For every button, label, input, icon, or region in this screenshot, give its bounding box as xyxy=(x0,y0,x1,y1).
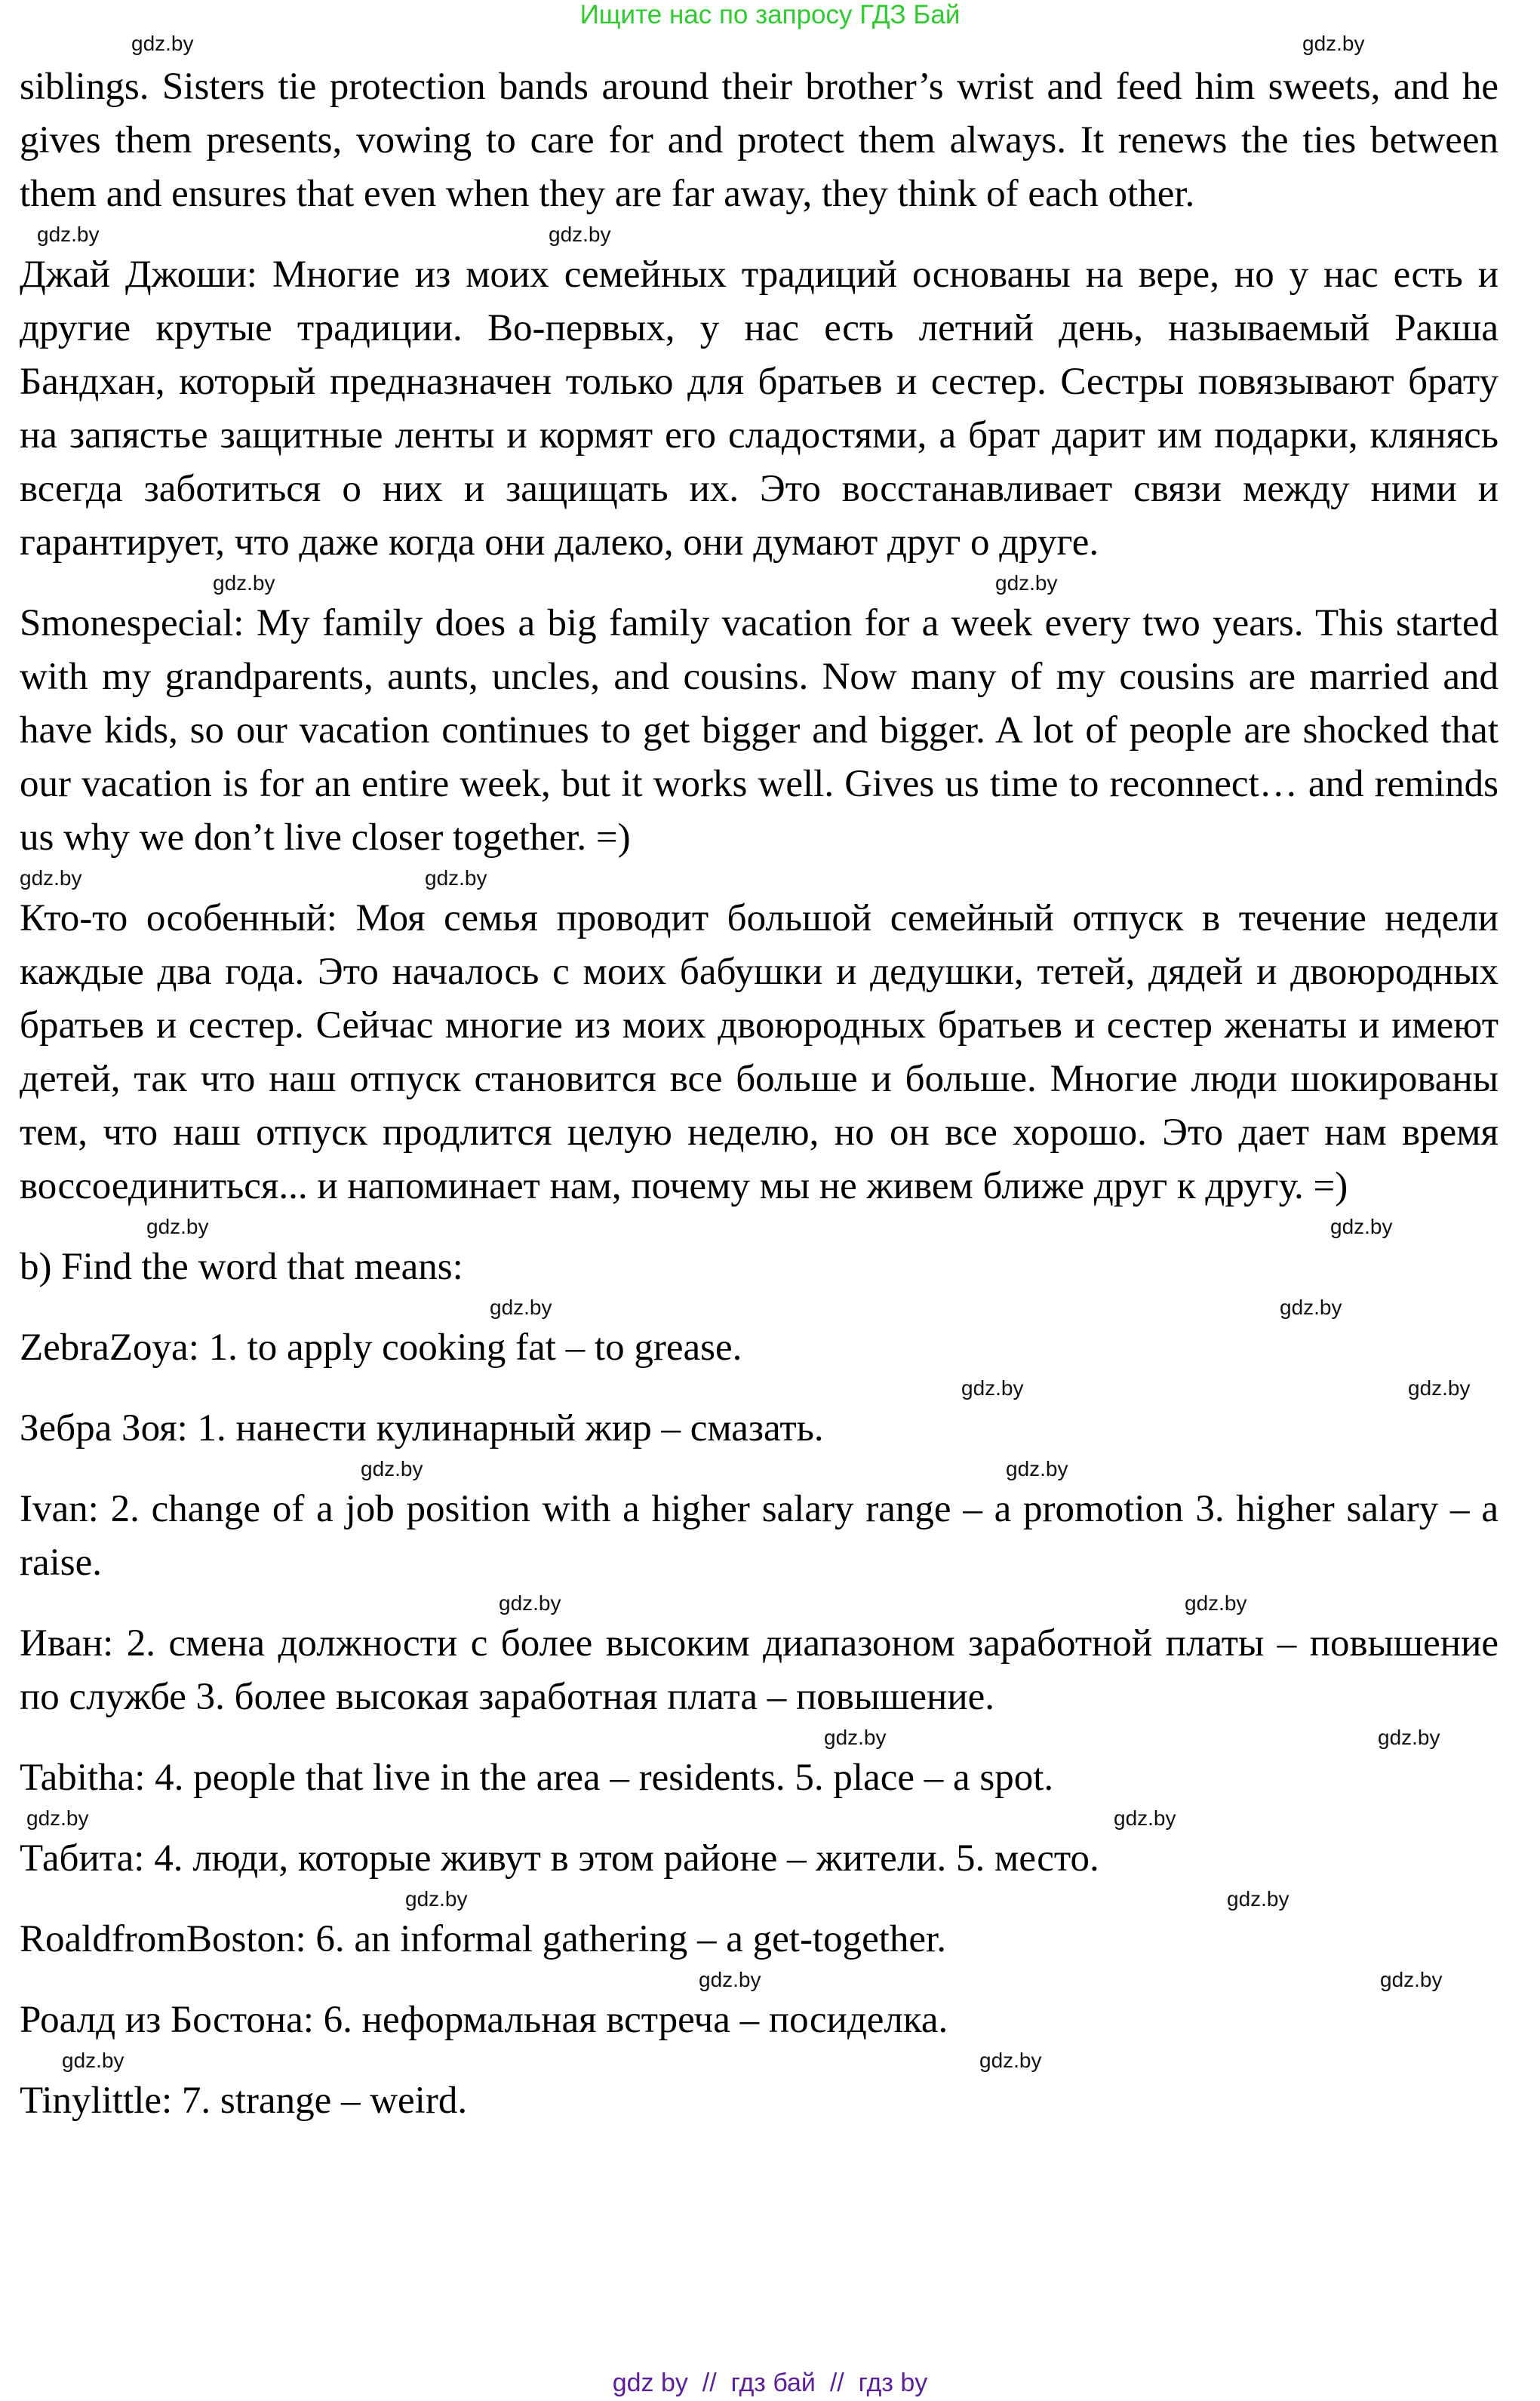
watermark-row xyxy=(20,1590,1499,1617)
watermark: gdz.by xyxy=(995,571,1058,595)
search-hint-banner: Ищите нас по запросу ГДЗ Бай xyxy=(579,0,961,29)
document-text xyxy=(20,30,1499,2128)
watermark: gdz.by xyxy=(961,1376,1024,1400)
paragraph: Джай Джоши: Многие из моих семейных традиций основаны на вере, но у нас есть и другие крутые традиции. Во-первых, у нас есть летний день, называемый Ракша Бандхан, который предназначен только для братьев и сестер. Сестры повязывают брату на запястье защитные ленты и кормят его сладостями, а брат дарит им подарки, клянясь всегда заботиться о них и защищать их. Это восстанавливает связи между ними и гарантирует, что даже когда они далеко, они думают друг о друге. xyxy=(20,254,1499,564)
watermark: gdz.by xyxy=(824,1726,887,1749)
watermark: gdz.by xyxy=(1185,1591,1247,1615)
watermark: gdz.by xyxy=(1330,1215,1393,1238)
watermark: gdz.by xyxy=(405,1887,468,1911)
watermark: gdz.by xyxy=(361,1457,423,1480)
watermark: gdz.by xyxy=(499,1591,561,1615)
watermark-row xyxy=(20,1213,1499,1240)
watermark: gdz.by xyxy=(62,2049,124,2072)
answer: RoaldfromBoston: 6. an informal gathering – a get-together. xyxy=(20,1918,946,1960)
watermark-row xyxy=(20,865,1499,892)
watermark: gdz.by xyxy=(213,571,275,595)
watermark: gdz.by xyxy=(1227,1887,1289,1911)
footer-links: gdz by // гдз бай // гдз by xyxy=(612,2369,928,2397)
watermark: gdz.by xyxy=(1378,1726,1440,1749)
answer: Tabitha: 4. people that live in the area – residents. 5. place – a spot. xyxy=(20,1757,1054,1799)
watermark-row xyxy=(20,1886,1499,1913)
answer: Ivan: 2. change of a job position with a higher salary range – a promotion 3. higher salary – a raise. xyxy=(20,1488,1499,1584)
watermark-row xyxy=(20,1294,1499,1321)
answer-translation: Роалд из Бостона: 6. неформальная встреча – посиделка. xyxy=(20,1999,948,2041)
watermark: gdz.by xyxy=(26,1806,89,1830)
watermark: gdz.by xyxy=(131,32,194,55)
paragraph: siblings. Sisters tie protection bands around their brother’s wrist and feed him sweets, and he gives them presents, vowing to care for and protect them always. It renews the ties between them and ensures that even when they are far away, they think of each other. xyxy=(20,66,1499,215)
watermark: gdz.by xyxy=(549,223,611,246)
watermark-row xyxy=(20,1805,1499,1832)
watermark-row xyxy=(20,1456,1499,1483)
watermark-row xyxy=(20,30,1499,60)
watermark-row xyxy=(20,2047,1499,2074)
watermark: gdz.by xyxy=(490,1296,552,1319)
watermark: gdz.by xyxy=(20,866,82,890)
task-heading: b) Find the word that means: xyxy=(20,1246,463,1288)
answer-translation: Табита: 4. люди, которые живут в этом районе – жители. 5. место. xyxy=(20,1837,1099,1880)
watermark: gdz.by xyxy=(1408,1376,1471,1400)
watermark: gdz.by xyxy=(699,1968,761,1991)
watermark-row xyxy=(20,1724,1499,1751)
answer: Tinylittle: 7. strange – weird. xyxy=(20,2080,468,2122)
answer-translation: Иван: 2. смена должности с более высоким диапазоном заработной платы – повышение по службе 3. более высокая заработная плата – повышение. xyxy=(20,1622,1499,1718)
watermark: gdz.by xyxy=(1006,1457,1068,1480)
watermark: gdz.by xyxy=(1114,1806,1176,1830)
watermark: gdz.by xyxy=(425,866,487,890)
watermark: gdz.by xyxy=(37,223,100,246)
paragraph: Smonespecial: My family does a big family vacation for a week every two years. This started with my grandparents, aunts, uncles, and cousins. Now many of my cousins are married and have kids, so our vacation continues to get bigger and bigger. A lot of people are shocked that our vacation is for an entire week, but it works well. Gives us time to reconnect… and reminds us why we don’t live closer together. =) xyxy=(20,602,1499,859)
watermark: gdz.by xyxy=(1280,1296,1342,1319)
watermark: gdz.by xyxy=(1380,1968,1443,1991)
watermark-row xyxy=(20,1966,1499,1994)
watermark: gdz.by xyxy=(146,1215,209,1238)
answer: ZebraZoya: 1. to apply cooking fat – to grease. xyxy=(20,1327,742,1369)
watermark-row xyxy=(20,570,1499,597)
watermark-row xyxy=(20,221,1499,248)
watermark: gdz.by xyxy=(1302,32,1365,55)
answer-translation: Зебра Зоя: 1. нанести кулинарный жир – смазать. xyxy=(20,1407,824,1450)
paragraph: Кто-то особенный: Моя семья проводит большой семейный отпуск в течение недели каждые два года. Это началось с моих бабушки и дедушки, тетей, дядей и двоюродных братьев и сестер. Сейчас многие из моих двоюродных братьев и сестер женаты и имеют детей, так что наш отпуск становится все больше и больше. Многие люди шокированы тем, что наш отпуск продлится целую неделю, но он все хорошо. Это дает нам время воссоединиться... и напоминает нам, почему мы не живем ближе друг к другу. =) xyxy=(20,897,1499,1207)
watermark: gdz.by xyxy=(979,2049,1042,2072)
watermark-row xyxy=(20,1375,1499,1402)
